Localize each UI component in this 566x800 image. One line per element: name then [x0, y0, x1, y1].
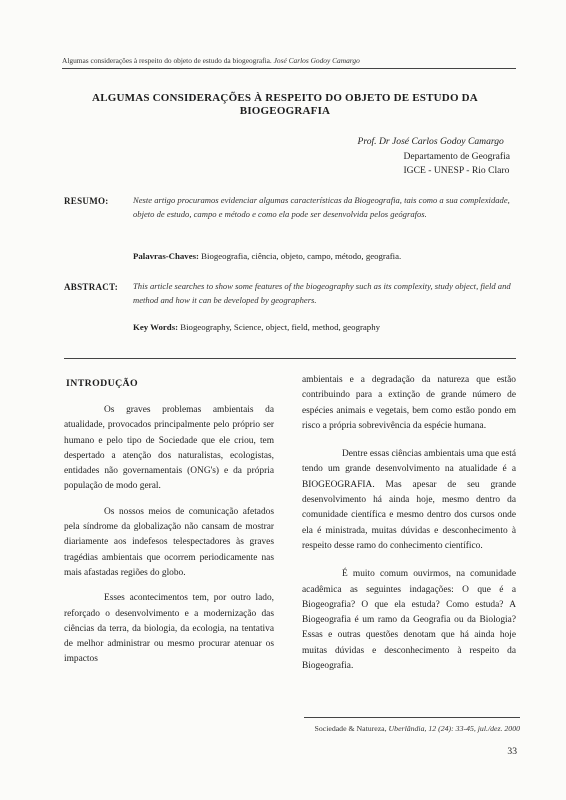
page-number: 33 — [507, 746, 517, 757]
paragraph: Os graves problemas ambientais da atualidade, provocados principalmente pelo próprio ser humano e pelo tipo de Sociedade que ele criou, tem despertado a atenção dos naturalistas, ecologistas, entidades não governamentais (ONG's) e da própria população de modo geral. — [64, 405, 274, 492]
journal-footer — [304, 724, 520, 733]
resumo-text: Neste artigo procuramos evidenciar algumas características da Biogeografia, tais como a sua complexidade, objeto de estudo, campo e método e como ela pode ser desenvolvida pelos geógrafos. — [133, 195, 510, 219]
section-heading: INTRODUÇÃO — [66, 378, 139, 389]
resumo-keywords-value: Biogeografia, ciência, objeto, campo, método, geografia. — [201, 251, 402, 261]
running-head — [62, 56, 512, 65]
abstract-label: ABSTRACT: — [64, 282, 119, 292]
paragraph: Dentre essas ciências ambientais uma que está tendo um grande desenvolvimento na atualidade é a BIOGEOGRAFIA. Mas apesar de seu grande desenvolvimento há ainda hoje, mesmo dentro da comunidade científica e mesmo dentro dos cursos onde ela é ministrada, muitas dúvidas e desconhecimento à respeito desse ramo do conhecimento científico. — [302, 449, 516, 551]
author-institution: IGCE - UNESP - Rio Claro — [403, 165, 510, 176]
article-title: ALGUMAS CONSIDERAÇÕES À RESPEITO DO OBJETO DE ESTUDO DA BIOGEOGRAFIA — [92, 92, 478, 117]
paragraph: Os nossos meios de comunicação afetados pela síndrome da globalização não cansam de mostrar diariamente aos indefesos telespectadores às graves tragédias ambientais que ocorrem periodicamente nas mais afastadas regiões do globo. — [64, 506, 274, 578]
running-head-text: Algumas considerações à respeito do objeto de estudo da biogeografia. — [62, 56, 272, 65]
left-column — [64, 403, 274, 668]
running-head-author: José Carlos Godoy Camargo — [273, 56, 360, 65]
author-block — [357, 135, 510, 179]
author-department: Departamento de Geografia — [403, 150, 510, 162]
abstract-keywords-label: Key Words: — [133, 322, 179, 332]
header-rule — [62, 68, 516, 69]
paragraph: É muito comum ouvirmos, na comunidade acadêmica as seguintes indagações: O que é a Biogeografia? O que ela estuda? Como estuda? A Biogeografia é um ramo da Geografia ou da Biologia? Essas e outras questões denotam que há ainda hoje muitas dúvidas e desconhecimento à respeito da Biogeografia. — [302, 569, 516, 672]
paragraph-continuation: ambientais e a degradação da natureza que estão contribuindo para a extinção de grande número de espécies animais e vegetais, bem como estão pondo em risco a própria sobrevivência da espécie humana. — [302, 375, 516, 431]
section-rule — [64, 358, 516, 359]
resumo-label: RESUMO: — [64, 196, 109, 206]
footer-rule — [304, 717, 520, 718]
resumo-keywords-label: Palavras-Chaves: — [133, 251, 199, 261]
journal-details: Uberlândia, 12 (24): 33-45, jul./dez. 2000 — [388, 724, 520, 733]
resumo-keywords — [133, 250, 513, 262]
journal-name: Sociedade & Natureza, — [314, 724, 387, 733]
right-column — [302, 373, 516, 674]
abstract-keywords-value: Biogeography, Science, object, field, method, geography — [180, 322, 380, 332]
paragraph: Esses acontecimentos tem, por outro lado, reforçado o desenvolvimento e a modernização das ciências da terra, da biologia, da ecologia, na tentativa de melhor administrar ou mesmo procurar atenuar os impactos — [64, 593, 274, 665]
abstract-text: This article searches to show some features of the biogeography such as its complexity, study object, field and method and how it can be developed by geographers. — [133, 281, 511, 305]
author-name: Prof. Dr José Carlos Godoy Camargo — [357, 136, 504, 147]
abstract-keywords — [133, 321, 513, 333]
